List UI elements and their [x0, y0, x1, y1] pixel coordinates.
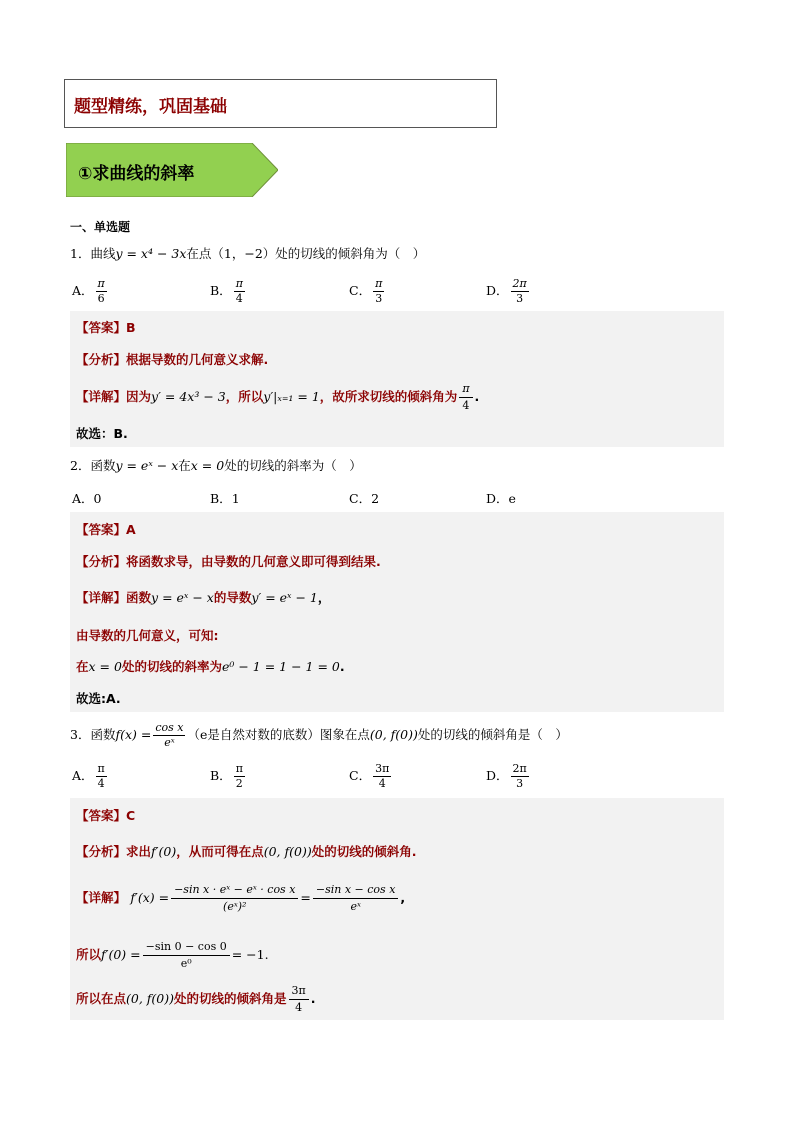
q2-stem-expr2: x = 0	[190, 458, 225, 473]
q3-option-b	[210, 762, 247, 791]
q3-stem-a: 3．函数	[70, 727, 116, 742]
answer-value: B	[126, 320, 136, 335]
q3-line4	[76, 939, 269, 972]
q2-detail-line	[76, 588, 330, 606]
line5-b: 处的切线的斜率为	[121, 659, 222, 674]
analysis-b: ，从而可得在点	[176, 844, 264, 859]
frac-den: 4	[462, 399, 470, 412]
q3-option-d	[486, 762, 531, 791]
detail-eq: =	[300, 890, 311, 905]
detail-fraction-2	[313, 882, 399, 915]
q2-option-a	[72, 489, 101, 507]
q3-stem-fraction	[153, 721, 185, 750]
line5-a: 在	[76, 659, 89, 674]
q3-stem-fx: f(x) =	[115, 727, 152, 742]
option-value: 0	[93, 491, 102, 506]
analysis-point: (0, f(0))	[263, 844, 312, 859]
frac-den: 4	[235, 292, 243, 305]
line5-fraction	[289, 983, 309, 1016]
analysis-tag: 【分析】	[76, 844, 127, 859]
line5-b: 处的切线的倾斜角是	[174, 991, 287, 1006]
option-label: C．	[349, 768, 372, 783]
banner-label: ①求曲线的斜率	[78, 164, 195, 184]
q2-stem-a: 2．函数	[70, 458, 116, 473]
q3-option-a	[72, 762, 109, 791]
frac-den: eˣ	[350, 900, 361, 913]
option-label: A．	[72, 768, 94, 783]
q2-analysis-line	[76, 552, 381, 570]
q3-answer-line	[76, 806, 135, 824]
answer-value: C	[126, 808, 136, 823]
frac-den: 4	[378, 777, 386, 790]
q2-stem-expr: y = eˣ − x	[115, 458, 179, 473]
q1-stem-expr: y = x⁴ − 3x	[115, 246, 187, 261]
q2-line5	[76, 657, 345, 675]
q1-option-b	[210, 277, 247, 306]
q1-stem-a: 1．曲线	[70, 246, 116, 261]
detail-c: ，故所求切线的倾斜角为	[319, 389, 458, 404]
q1-detail-line	[76, 381, 479, 414]
frac-num: cos x	[155, 721, 184, 734]
line5-end: .	[339, 659, 345, 674]
answer-tag: 【答案】	[76, 808, 127, 823]
option-label: B．	[210, 283, 232, 298]
analysis-tag: 【分析】	[76, 554, 127, 569]
frac-num: π	[97, 277, 105, 290]
line4-a: 所以	[76, 947, 102, 962]
q1-option-a	[72, 277, 109, 306]
frac-num: −sin 0 − cos 0	[143, 939, 230, 956]
line5-expr1: x = 0	[88, 659, 122, 674]
answer-tag: 【答案】	[76, 320, 127, 335]
analysis-expr: f′(0)	[151, 844, 177, 859]
frac-num: 2π	[512, 762, 527, 775]
frac-den: 3	[516, 292, 524, 305]
q3-option-c	[349, 762, 393, 791]
q1-analysis-line	[76, 350, 268, 368]
line4-rhs: = −1.	[231, 947, 269, 962]
frac-num: 3π	[375, 762, 390, 775]
frac-num: π	[97, 762, 105, 775]
line5-expr2: e⁰ − 1 = 1 − 1 = 0	[221, 659, 340, 674]
q2-option-d	[486, 489, 516, 507]
line5-end: .	[310, 991, 316, 1006]
q3-stem-c: 处的切线的倾斜角是（ ）	[417, 727, 568, 742]
option-label: C．	[349, 491, 372, 506]
frac-num: 3π	[289, 983, 309, 1000]
detail-b: ，所以	[225, 389, 264, 404]
detail-a: 函数	[126, 590, 152, 605]
frac-den: 4	[97, 777, 105, 790]
option-fraction	[373, 277, 384, 306]
frac-num: −sin x − cos x	[313, 882, 399, 899]
frac-den: e⁰	[180, 957, 192, 970]
q3-answer-block	[70, 798, 724, 1020]
q2-line4: 由导数的几何意义，可知:	[76, 628, 219, 643]
q3-line5	[76, 983, 316, 1016]
detail-b: 的导数	[213, 590, 252, 605]
frac-num: −sin x · eˣ − eˣ · cos x	[171, 882, 298, 899]
frac-num: π	[235, 762, 243, 775]
q2-answer-block	[70, 512, 724, 712]
option-fraction	[234, 762, 245, 791]
frac-den: 2	[235, 777, 243, 790]
q2-option-b	[210, 489, 240, 507]
frac-den: 3	[375, 292, 383, 305]
answer-tag: 【答案】	[76, 522, 127, 537]
question-3-stem	[70, 721, 568, 750]
option-fraction	[511, 277, 529, 306]
detail-lhs: f′(x) =	[130, 890, 170, 905]
q2-option-c	[349, 489, 379, 507]
question-1-stem	[70, 244, 425, 262]
detail-fraction	[459, 381, 472, 414]
detail-end: .	[474, 389, 480, 404]
q3-stem-point: (0, f(0))	[369, 727, 418, 742]
line5-a: 所以在点	[76, 991, 127, 1006]
q1-option-d	[486, 277, 531, 306]
q2-stem-c: 处的切线的斜率为（ ）	[224, 458, 362, 473]
option-fraction	[96, 277, 107, 306]
option-label: D．	[486, 491, 509, 506]
analysis-text: 根据导数的几何意义求解.	[126, 352, 269, 367]
line5-point: (0, f(0))	[126, 991, 175, 1006]
frac-num: π	[375, 277, 383, 290]
q2-answer-line	[76, 520, 136, 538]
q1-option-c	[349, 277, 386, 306]
detail-tag: 【详解】	[76, 590, 127, 605]
page-title: 题型精练，巩固基础	[74, 97, 227, 117]
q3-analysis-line	[76, 842, 416, 860]
detail-tag: 【详解】	[76, 389, 127, 404]
q1-answer-line	[76, 318, 136, 336]
detail-expr2: y′|ₓ₌₁ = 1	[263, 389, 320, 404]
section-heading: 一、单选题	[70, 220, 131, 234]
line4-lhs: f′(0) =	[101, 947, 141, 962]
frac-den: 3	[516, 777, 524, 790]
option-value: 1	[231, 491, 240, 506]
q3-stem-b: （e是自然对数的底数）图象在点	[187, 727, 370, 742]
detail-end: ,	[400, 890, 406, 905]
option-label: A．	[72, 491, 94, 506]
detail-expr1: y′ = 4x³ − 3	[151, 389, 226, 404]
option-label: B．	[210, 768, 232, 783]
q2-conclusion: 故选:A.	[76, 691, 121, 706]
line4-fraction	[143, 939, 230, 972]
frac-den: 4	[295, 1001, 303, 1014]
q1-answer-block	[70, 311, 724, 447]
option-label: B．	[210, 491, 232, 506]
option-value: 2	[371, 491, 380, 506]
option-fraction	[96, 762, 107, 791]
q2-stem-b: 在	[178, 458, 191, 473]
option-label: A．	[72, 283, 94, 298]
analysis-tag: 【分析】	[76, 352, 127, 367]
option-label: C．	[349, 283, 372, 298]
question-2-stem	[70, 456, 362, 474]
detail-expr1: y = eˣ − x	[151, 590, 214, 605]
option-value: e	[508, 491, 516, 506]
q1-conclusion: 故选：B.	[76, 426, 128, 441]
option-label: D．	[486, 283, 509, 298]
detail-c: ，	[317, 590, 331, 605]
option-fraction	[511, 762, 529, 791]
option-label: D．	[486, 768, 509, 783]
frac-num: π	[459, 381, 472, 398]
option-fraction	[373, 762, 391, 791]
q3-detail-line	[76, 882, 405, 915]
answer-value: A	[126, 522, 136, 537]
detail-a: 因为	[126, 389, 152, 404]
analysis-text: 将函数求导，由导数的几何意义即可得到结果.	[126, 554, 381, 569]
q1-stem-b: 在点（1，−2）处的切线的倾斜角为（ ）	[186, 246, 426, 261]
analysis-c: 处的切线的倾斜角.	[311, 844, 417, 859]
frac-num: π	[235, 277, 243, 290]
detail-expr2: y′ = eˣ − 1	[251, 590, 318, 605]
detail-tag: 【详解】	[76, 890, 127, 905]
frac-den: (eˣ)²	[223, 900, 247, 913]
option-fraction	[234, 277, 245, 306]
frac-den: eˣ	[164, 736, 175, 749]
frac-den: 6	[97, 292, 105, 305]
frac-num: 2π	[512, 277, 527, 290]
detail-fraction-1	[171, 882, 298, 915]
analysis-a: 求出	[126, 844, 152, 859]
